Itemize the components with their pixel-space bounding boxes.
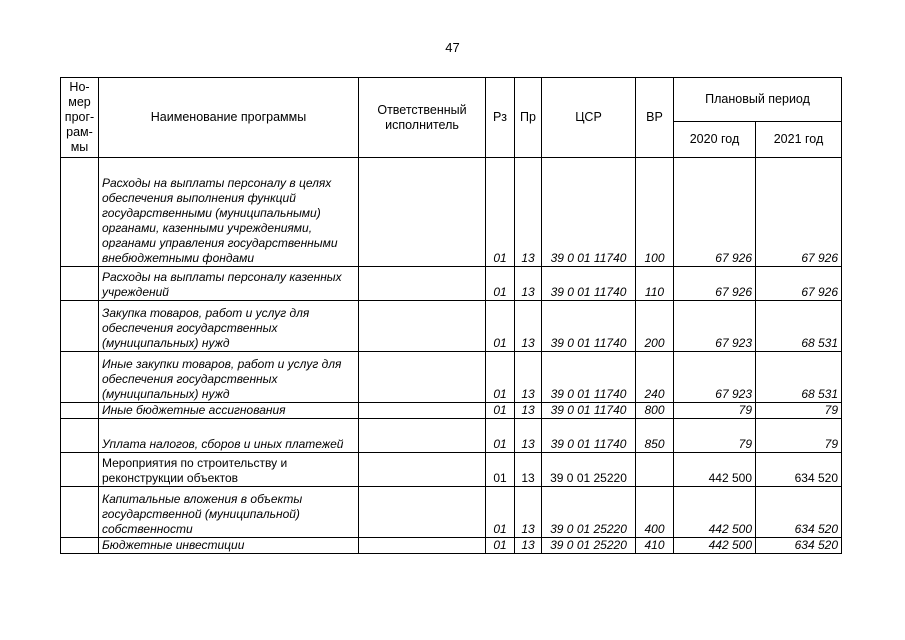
program-name-cell: Закупка товаров, работ и услуг для обеспечения государственных (муниципальных) нужд <box>99 301 359 352</box>
col-header-pr: Пр <box>515 78 542 158</box>
rz-cell: 01 <box>486 267 515 301</box>
vr-cell: 100 <box>636 158 674 267</box>
program-name-cell: Капитальные вложения в объекты государственной (муниципальной) собственности <box>99 487 359 538</box>
amount-2021-cell: 634 520 <box>756 538 842 554</box>
executor-cell <box>359 453 486 487</box>
col-header-rz: Рз <box>486 78 515 158</box>
executor-cell <box>359 403 486 419</box>
amount-2021-cell: 79 <box>756 419 842 453</box>
col-header-program-number-label: Но- мер прог- рам- мы <box>64 80 95 154</box>
csr-cell: 39 0 01 11740 <box>542 403 636 419</box>
csr-cell: 39 0 01 25220 <box>542 487 636 538</box>
csr-cell: 39 0 01 11740 <box>542 301 636 352</box>
page-number: 47 <box>445 40 460 55</box>
rz-cell: 01 <box>486 538 515 554</box>
executor-cell <box>359 352 486 403</box>
amount-2021-cell: 79 <box>756 403 842 419</box>
col-header-program-name: Наименование программы <box>99 78 359 158</box>
table-body <box>61 158 842 554</box>
header-row-top <box>61 78 842 122</box>
rz-cell: 01 <box>486 453 515 487</box>
amount-2020-cell: 67 926 <box>674 267 756 301</box>
vr-cell: 200 <box>636 301 674 352</box>
table-row <box>61 352 842 403</box>
col-header-vr: ВР <box>636 78 674 158</box>
table-row <box>61 453 842 487</box>
rz-cell: 01 <box>486 301 515 352</box>
csr-cell: 39 0 01 11740 <box>542 158 636 267</box>
rz-cell: 01 <box>486 419 515 453</box>
executor-cell <box>359 267 486 301</box>
program-number-cell <box>61 352 99 403</box>
col-header-executor <box>359 78 486 158</box>
executor-cell <box>359 158 486 267</box>
col-header-year-2021: 2021 год <box>756 122 842 158</box>
rz-cell: 01 <box>486 487 515 538</box>
program-name-cell: Расходы на выплаты персоналу в целях обеспечения выполнения функций государственными (муниципальными) органами, казенными учреждениями, органами управления государственными внебюджетными фондами <box>99 158 359 267</box>
program-number-cell <box>61 453 99 487</box>
table-row <box>61 267 842 301</box>
pr-cell: 13 <box>515 419 542 453</box>
csr-cell: 39 0 01 11740 <box>542 267 636 301</box>
program-number-cell <box>61 301 99 352</box>
program-name-cell: Бюджетные инвестиции <box>99 538 359 554</box>
csr-cell: 39 0 01 11740 <box>542 419 636 453</box>
table-row <box>61 158 842 267</box>
col-header-csr: ЦСР <box>542 78 636 158</box>
vr-cell: 410 <box>636 538 674 554</box>
col-header-program-number <box>61 78 99 158</box>
amount-2021-cell: 68 531 <box>756 301 842 352</box>
program-number-cell <box>61 538 99 554</box>
vr-cell: 800 <box>636 403 674 419</box>
amount-2021-cell: 68 531 <box>756 352 842 403</box>
amount-2020-cell: 442 500 <box>674 487 756 538</box>
csr-cell: 39 0 01 11740 <box>542 352 636 403</box>
executor-cell <box>359 419 486 453</box>
budget-program-table <box>60 77 842 554</box>
col-header-executor-label: Ответственный исполнитель <box>377 102 467 132</box>
vr-cell: 850 <box>636 419 674 453</box>
executor-cell <box>359 538 486 554</box>
program-number-cell <box>61 158 99 267</box>
amount-2020-cell: 67 923 <box>674 301 756 352</box>
program-number-cell <box>61 419 99 453</box>
amount-2021-cell: 634 520 <box>756 487 842 538</box>
amount-2020-cell: 442 500 <box>674 453 756 487</box>
amount-2020-cell: 79 <box>674 419 756 453</box>
pr-cell: 13 <box>515 538 542 554</box>
rz-cell: 01 <box>486 158 515 267</box>
pr-cell: 13 <box>515 453 542 487</box>
col-header-year-2020: 2020 год <box>674 122 756 158</box>
program-name-cell: Мероприятия по строительству и реконструкции объектов <box>99 453 359 487</box>
table-row <box>61 538 842 554</box>
pr-cell: 13 <box>515 352 542 403</box>
amount-2021-cell: 67 926 <box>756 158 842 267</box>
executor-cell <box>359 487 486 538</box>
amount-2021-cell: 67 926 <box>756 267 842 301</box>
pr-cell: 13 <box>515 158 542 267</box>
csr-cell: 39 0 01 25220 <box>542 453 636 487</box>
program-number-cell <box>61 403 99 419</box>
col-header-plan-period: Плановый период <box>674 78 842 122</box>
amount-2020-cell: 442 500 <box>674 538 756 554</box>
program-name-cell: Расходы на выплаты персоналу казенных учреждений <box>99 267 359 301</box>
table-row <box>61 301 842 352</box>
program-name-cell: Уплата налогов, сборов и иных платежей <box>99 419 359 453</box>
pr-cell: 13 <box>515 403 542 419</box>
program-name-cell: Иные бюджетные ассигнования <box>99 403 359 419</box>
vr-cell: 240 <box>636 352 674 403</box>
rz-cell: 01 <box>486 352 515 403</box>
table-row <box>61 403 842 419</box>
pr-cell: 13 <box>515 301 542 352</box>
amount-2020-cell: 67 923 <box>674 352 756 403</box>
rz-cell: 01 <box>486 403 515 419</box>
vr-cell: 110 <box>636 267 674 301</box>
pr-cell: 13 <box>515 267 542 301</box>
vr-cell <box>636 453 674 487</box>
program-number-cell <box>61 267 99 301</box>
table-row <box>61 419 842 453</box>
program-number-cell <box>61 487 99 538</box>
amount-2020-cell: 79 <box>674 403 756 419</box>
amount-2020-cell: 67 926 <box>674 158 756 267</box>
vr-cell: 400 <box>636 487 674 538</box>
table-row <box>61 487 842 538</box>
pr-cell: 13 <box>515 487 542 538</box>
csr-cell: 39 0 01 25220 <box>542 538 636 554</box>
program-name-cell: Иные закупки товаров, работ и услуг для обеспечения государственных (муниципальных) нужд <box>99 352 359 403</box>
amount-2021-cell: 634 520 <box>756 453 842 487</box>
executor-cell <box>359 301 486 352</box>
